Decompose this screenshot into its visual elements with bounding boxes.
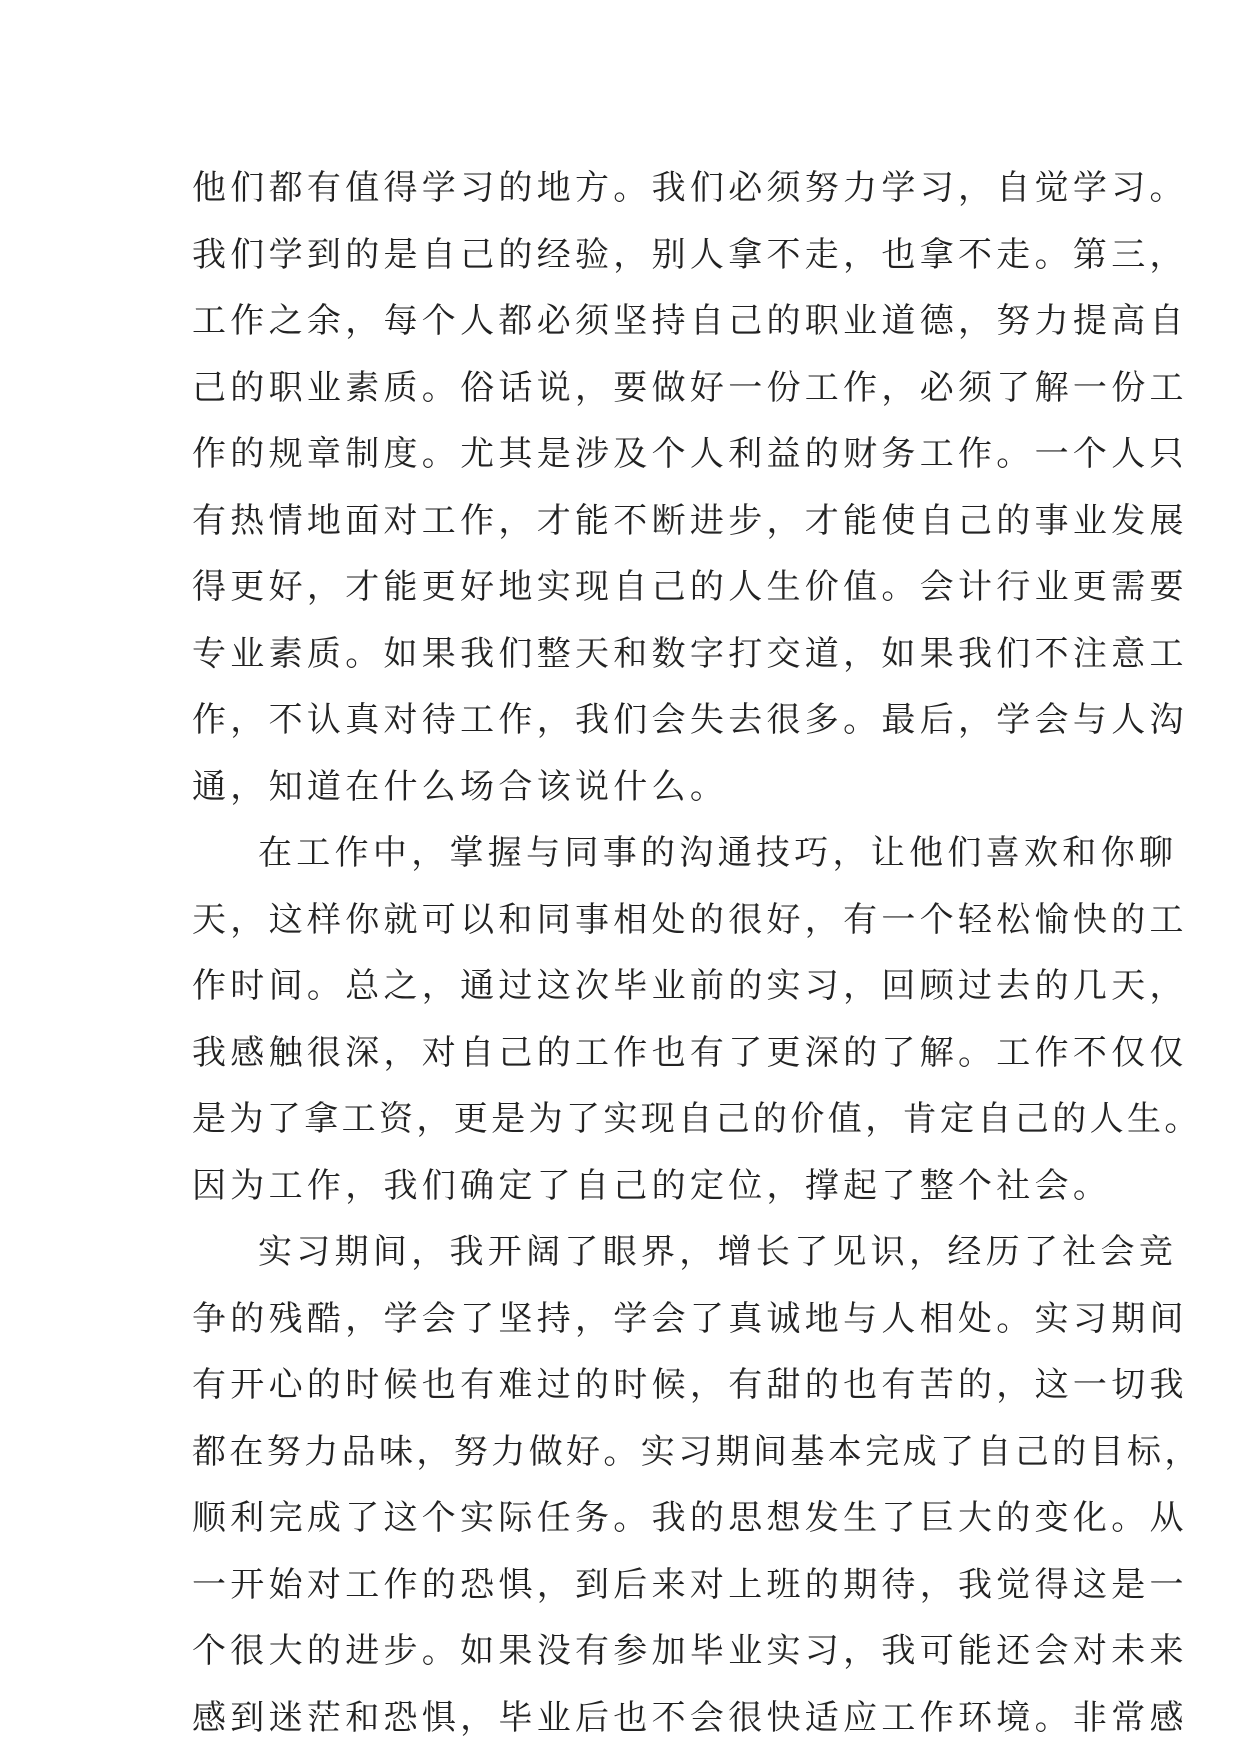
text-line: 我感触很深，对自己的工作也有了更深的了解。工作不仅仅: [192, 1032, 1188, 1073]
text-line: 都在努力品味，努力做好。实习期间基本完成了自己的目标，: [192, 1431, 1202, 1472]
text-line: 己的职业素质。俗话说，要做好一份工作，必须了解一份工: [192, 367, 1188, 408]
text-line: 作的规章制度。尤其是涉及个人利益的财务工作。一个人只: [192, 434, 1188, 474]
text-line: 天，这样你就可以和同事相处的很好，有一个轻松愉快的工: [192, 899, 1188, 940]
text-line: 一开始对工作的恐惧，到后来对上班的期待，我觉得这是一: [192, 1564, 1188, 1605]
text-line: 感到迷茫和恐惧，毕业后也不会很快适应工作环境。非常感: [192, 1697, 1188, 1738]
text-line: 是为了拿工资，更是为了实现自己的价值，肯定自己的人生。: [192, 1099, 1202, 1139]
text-line: 工作之余，每个人都必须坚持自己的职业道德，努力提高自: [192, 301, 1188, 341]
text-line: 他们都有值得学习的地方。我们必须努力学习，自觉学习。: [192, 168, 1188, 208]
text-line: 个很大的进步。如果没有参加毕业实习，我可能还会对未来: [192, 1631, 1188, 1671]
text-line: 争的残酷，学会了坚持，学会了真诚地与人相处。实习期间: [192, 1298, 1188, 1339]
document-body: [192, 155, 1202, 1751]
text-line: 有热情地面对工作，才能不断进步，才能使自己的事业发展: [192, 500, 1188, 541]
paragraph-first-line: 在工作中，掌握与同事的沟通技巧，让他们喜欢和你聊: [258, 833, 1178, 873]
text-line: 有开心的时候也有难过的时候，有甜的也有苦的，这一切我: [192, 1365, 1188, 1405]
text-line: 得更好，才能更好地实现自己的人生价值。会计行业更需要: [192, 567, 1188, 607]
paragraph-first-line: 实习期间，我开阔了眼界，增长了见识，经历了社会竞: [258, 1232, 1178, 1272]
text-line: 顺利完成了这个实际任务。我的思想发生了巨大的变化。从: [192, 1498, 1188, 1538]
text-line: 通，知道在什么场合该说什么。: [192, 766, 729, 807]
text-line: 因为工作，我们确定了自己的定位，撑起了整个社会。: [192, 1165, 1112, 1206]
text-line: 作，不认真对待工作，我们会失去很多。最后，学会与人沟: [192, 700, 1188, 740]
text-line: 专业素质。如果我们整天和数字打交道，如果我们不注意工: [192, 633, 1188, 674]
text-line: 我们学到的是自己的经验，别人拿不走，也拿不走。第三，: [192, 234, 1188, 275]
text-line: 作时间。总之，通过这次毕业前的实习，回顾过去的几天，: [192, 966, 1188, 1006]
